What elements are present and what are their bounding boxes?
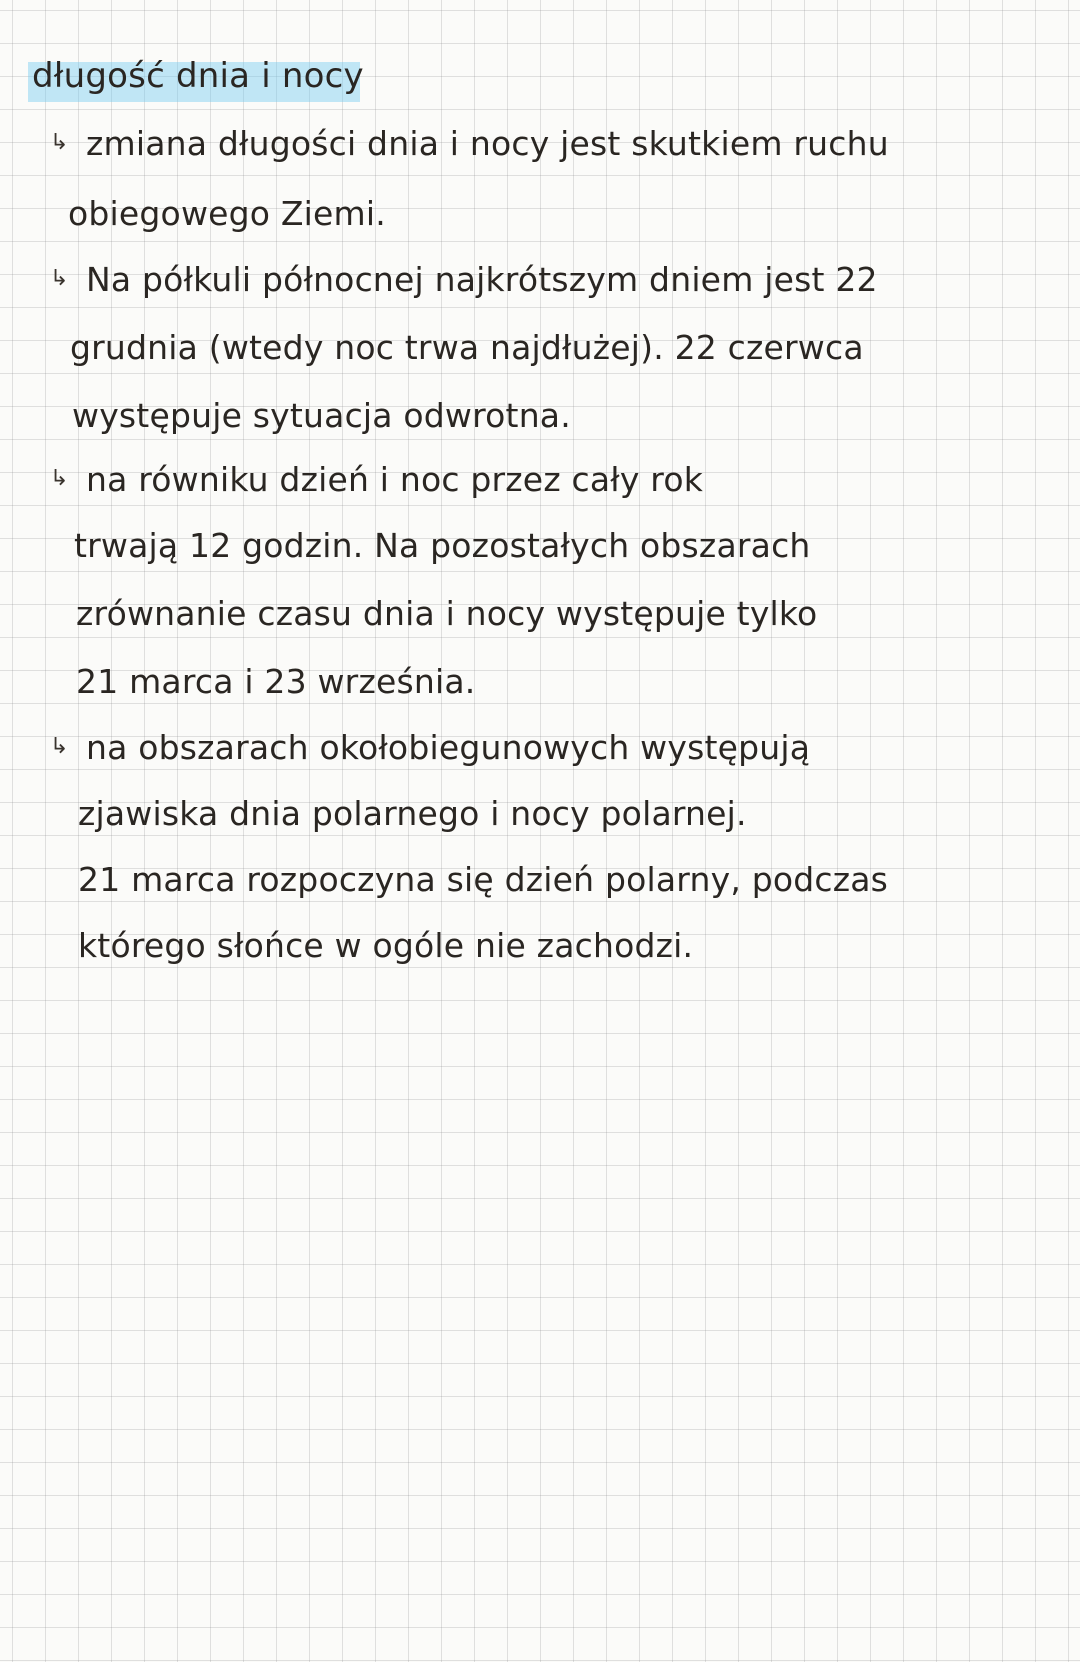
bullet-4-line-1 — [50, 728, 810, 767]
bullet-text: zjawiska dnia polarnego i nocy polarnej. — [78, 794, 747, 833]
bullet-3-line-3 — [76, 594, 817, 633]
note-title-text: długość dnia i nocy — [32, 56, 364, 96]
bullet-2-line-2 — [70, 328, 864, 367]
bullet-text: 21 marca rozpoczyna się dzień polarny, podczas — [78, 860, 889, 899]
bullet-text: zmiana długości dnia i nocy jest skutkiem ruchu — [86, 124, 889, 163]
bullet-4-line-3 — [78, 860, 888, 899]
bullet-3-line-4 — [76, 662, 475, 701]
bullet-2-line-1 — [50, 260, 878, 299]
bullet-3-line-2 — [74, 526, 811, 565]
bullet-arrow-icon: ↳ — [50, 266, 69, 291]
bullet-arrow-icon: ↳ — [50, 466, 69, 491]
bullet-arrow-icon: ↳ — [50, 130, 69, 155]
bullet-1-line-1 — [50, 124, 889, 163]
bullet-4-line-2 — [78, 794, 747, 833]
bullet-2-line-3 — [72, 396, 571, 435]
bullet-text: zrównanie czasu dnia i nocy występuje tylko — [76, 594, 818, 633]
bullet-text: Na półkuli północnej najkrótszym dniem jest 22 — [86, 260, 878, 299]
bullet-text: 21 marca i 23 września. — [76, 662, 476, 701]
bullet-text: na równiku dzień i noc przez cały rok — [86, 460, 704, 499]
note-title — [32, 56, 364, 96]
bullet-text: trwają 12 godzin. Na pozostałych obszarach — [74, 526, 811, 565]
bullet-text: na obszarach okołobiegunowych występują — [86, 728, 811, 767]
bullet-text: którego słońce w ogóle nie zachodzi. — [78, 926, 694, 965]
bullet-3-line-1 — [50, 460, 703, 499]
bullet-text: obiegowego Ziemi. — [68, 194, 386, 233]
bullet-1-line-2 — [68, 194, 386, 233]
bullet-4-line-4 — [78, 926, 693, 965]
bullet-arrow-icon: ↳ — [50, 734, 69, 759]
bullet-text: występuje sytuacja odwrotna. — [72, 396, 571, 435]
bullet-text: grudnia (wtedy noc trwa najdłużej). 22 czerwca — [70, 328, 864, 367]
